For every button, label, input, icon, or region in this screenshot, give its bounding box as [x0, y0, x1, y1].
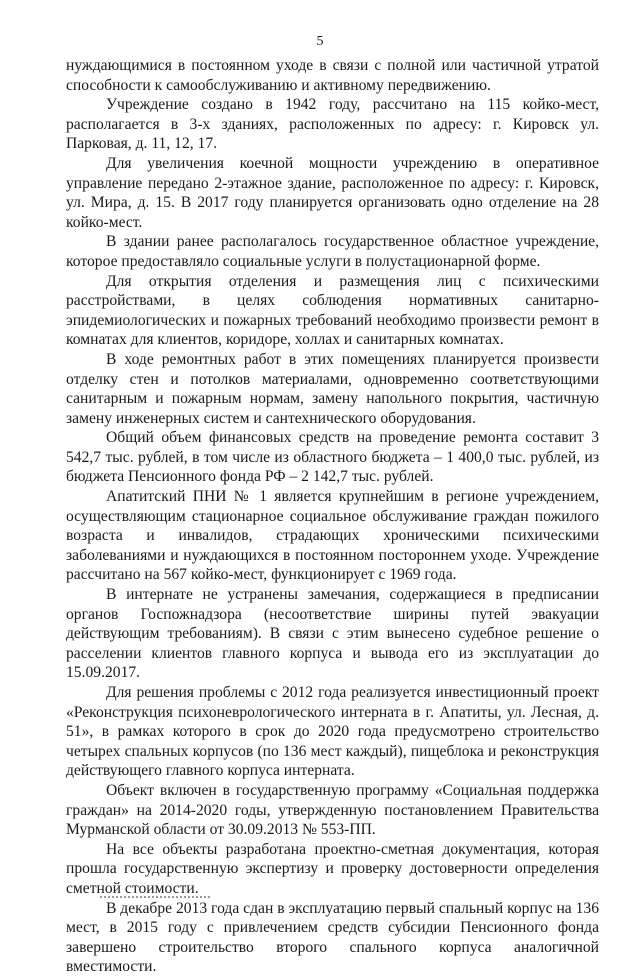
paragraph-former-institution: В здании ранее располагалось государственное областное учреждение, которое предоставляло социальные услуги в полустационарной форме.: [66, 233, 599, 270]
paragraph-repair-requirements: Для открытия отделения и размещения лиц с психическими расстройствами, в целях соблюдения нормативных санитарно-эпидемиологических и пожарных требований необходимо произвести ремонт в комнатах для клиентов, коридоре, холлах и санитарных комнатах.: [66, 272, 599, 349]
paragraph-investment-project: Для решения проблемы с 2012 года реализуется инвестиционный проект «Реконструкция психоневрологического интерната в г. Апатиты, ул. Лесная, д. 51», в рамках которого в срок до 2020 года предусмотрено строительство четырех спальных корпусов (по 136 мест каждый), пищеблока и реконструкция действующего главного корпуса интерната.: [66, 684, 599, 780]
document-body: [66, 56, 599, 977]
paragraph-repair-works: В ходе ремонтных работ в этих помещениях планируется произвести отделку стен и потолков материалами, одновременно соответствующими санитарным и пожарным нормам, замену напольного покрытия, частичную замену инженерных систем и сантехнического оборудования.: [66, 350, 599, 427]
paragraph-construction-progress: В декабре 2013 года сдан в эксплуатацию первый спальный корпус на 136 мест, в 2015 году с привлечением средств субсидии Пенсионного фонда завершено строительство второго спального корпуса аналогичной вместимости.: [66, 899, 599, 976]
paragraph-apatity-pni: Апатитский ПНИ № 1 является крупнейшим в регионе учреждением, осуществляющим стационарное социальное обслуживание граждан пожилого возраста и инвалидов, страдающих хроническими психическими заболеваниями и нуждающихся в постоянном постороннем уходе. Учреждение рассчитано на 567 койко-мест, функционирует с 1969 года.: [66, 488, 599, 584]
paragraph-building-transfer: Для увеличения коечной мощности учреждению в оперативное управление передано 2-этажное здание, расположенное по адресу: г. Кировск, ул. Мира, д. 15. В 2017 году планируется организовать одно отделение на 28 койко-мест.: [66, 154, 599, 231]
paragraph-state-program: Объект включен в государственную программу «Социальная поддержка граждан» на 2014-2020 годы, утвержденную постановлением Правительства Мурманской области от 30.09.2013 № 553-ПП.: [66, 781, 599, 839]
page-number: 5: [316, 34, 324, 49]
paragraph-institution-founded: Учреждение создано в 1942 году, рассчитано на 115 койко-мест, располагается в 3-х зданиях, расположенных по адресу: г. Кировск ул. Парковая, д. 11, 12, 17.: [66, 96, 599, 153]
paragraph-continuation: нуждающимися в постоянном уходе в связи с полной или частичной утратой способности к самообслуживанию и активному передвижению.: [66, 57, 599, 94]
paragraph-repair-funding: Общий объем финансовых средств на проведение ремонта составит 3 542,7 тыс. рублей, в том числе из областного бюджета – 1 400,0 тыс. рублей, из бюджета Пенсионного фонда РФ – 2 142,7 тыс. рублей.: [66, 429, 599, 486]
paragraph-fire-inspection: В интернате не устранены замечания, содержащиеся в предписании органов Госпожнадзора (несоответствие ширины путей эвакуации действующим требованиям). В связи с этим вынесено судебное решение о расселении клиентов главного корпуса и вывода его из эксплуатации до 15.09.2017.: [66, 586, 599, 682]
paragraph-design-documentation: На все объекты разработана проектно-сметная документация, которая прошла государственную экспертизу и проверку достоверности определения сметной стоимости.: [66, 840, 599, 897]
scan-artifact-mark: [100, 896, 210, 902]
